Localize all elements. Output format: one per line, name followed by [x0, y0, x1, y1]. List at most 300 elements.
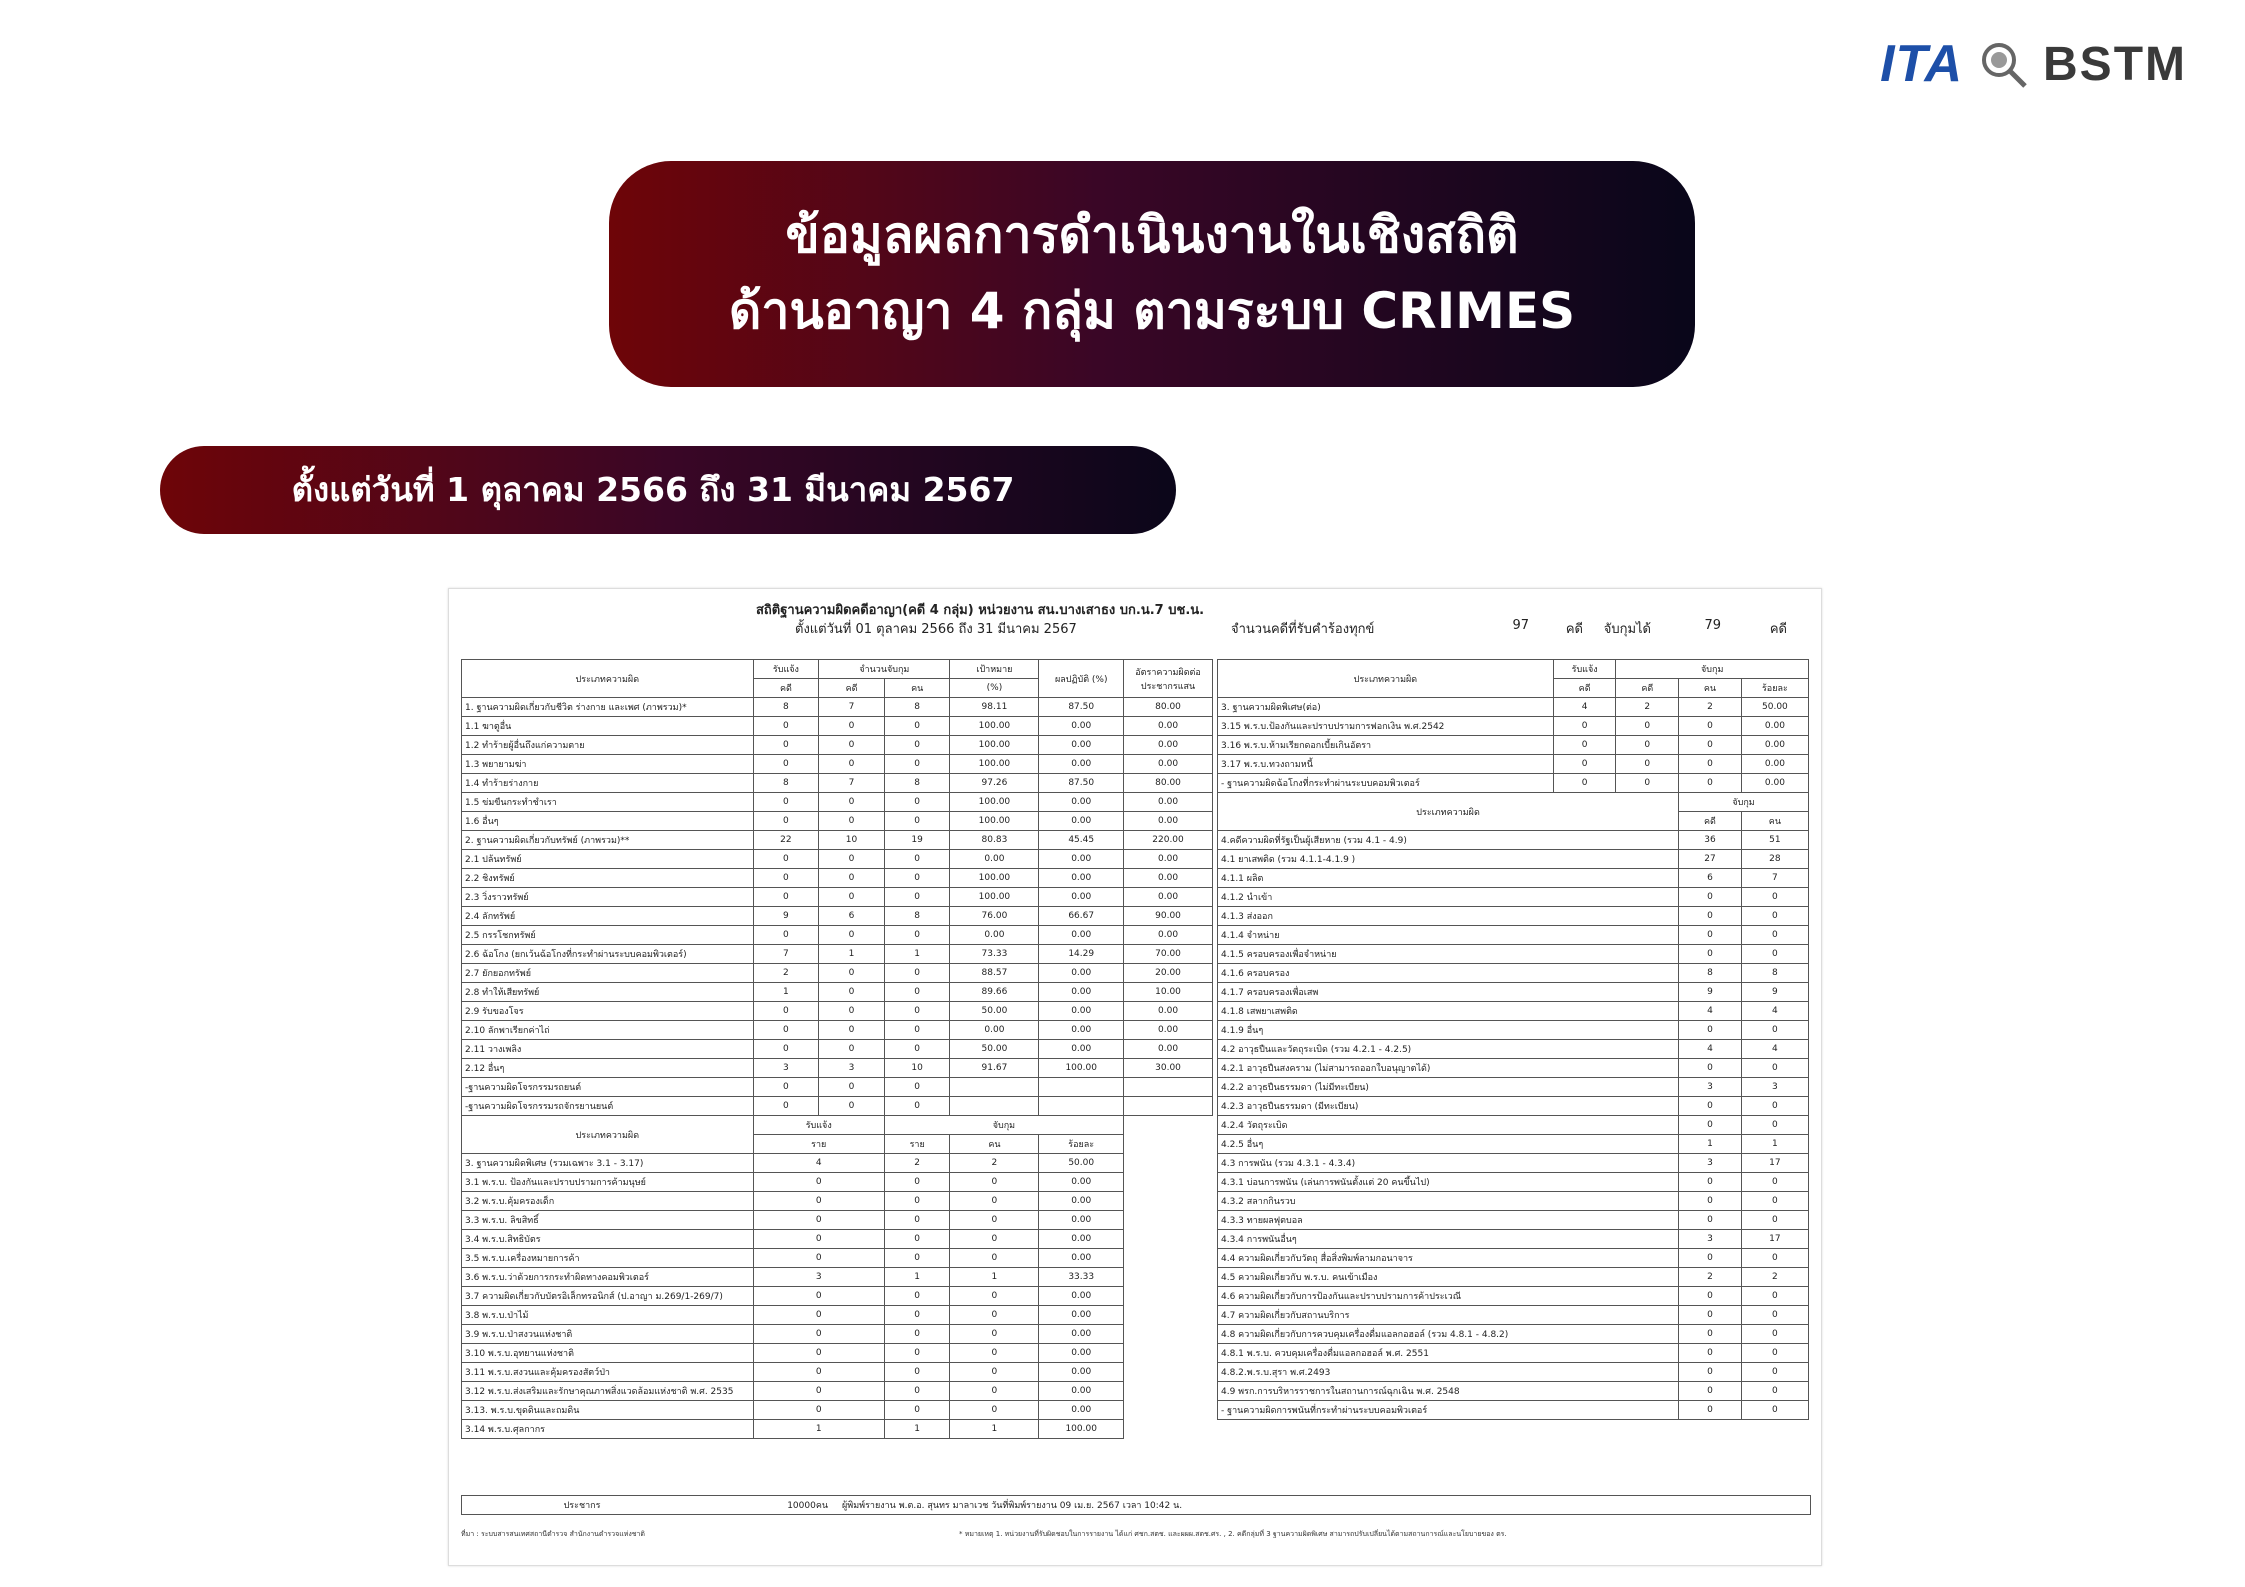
row-value: 0.00: [1124, 1002, 1213, 1021]
left-th-type: ประเภทความผิด: [462, 660, 754, 698]
row-value: 33.33: [1039, 1268, 1124, 1287]
row-value: 0.00: [1039, 1040, 1124, 1059]
row-label: 3.12 พ.ร.บ.ส่งเสริมและรักษาคุณภาพสิ่งแวดล้อมแห่งชาติ พ.ศ. 2535: [462, 1382, 754, 1401]
table-row: [1218, 1249, 1809, 1268]
row-value: 0: [1679, 1287, 1742, 1306]
table-row: [1218, 907, 1809, 926]
row-value: 7: [819, 698, 885, 717]
table-row: [1218, 1268, 1809, 1287]
row-value: 0.00: [1124, 755, 1213, 774]
row-value: 3: [1679, 1078, 1742, 1097]
table-row: [1218, 774, 1809, 793]
right2-th-case: คดี: [1679, 812, 1742, 831]
row-value: 1: [950, 1268, 1039, 1287]
row-value: 100.00: [950, 793, 1039, 812]
row-label: 4.2.4 วัตถุระเบิด: [1218, 1116, 1679, 1135]
row-value: 0: [819, 1002, 885, 1021]
row-value: 0: [884, 1249, 950, 1268]
row-value: 0: [884, 1173, 950, 1192]
row-label: 1.5 ข่มขืนกระทำชำเรา: [462, 793, 754, 812]
row-value: 0: [884, 1021, 950, 1040]
row-value: 4: [1679, 1002, 1742, 1021]
row-label: 4.8 ความผิดเกี่ยวกับการควบคุมเครื่องดื่มแอลกอฮอล์ (รวม 4.8.1 - 4.8.2): [1218, 1325, 1679, 1344]
row-value: 4: [1679, 1040, 1742, 1059]
row-value: 4: [1741, 1040, 1808, 1059]
table-row: [1218, 1059, 1809, 1078]
row-value: 3: [1679, 1154, 1742, 1173]
row-value: [950, 1078, 1039, 1097]
table-row: [1218, 1135, 1809, 1154]
row-value: 0: [1741, 907, 1808, 926]
source-note: ที่มา : ระบบสารสนเทศสถานีตำรวจ สำนักงานตำรวจแห่งชาติ: [461, 1530, 645, 1538]
row-value: 0: [884, 1344, 950, 1363]
row-value: 0: [884, 1382, 950, 1401]
row-label: 4.1.7 ครอบครองเพื่อเสพ: [1218, 983, 1679, 1002]
row-value: 28: [1741, 850, 1808, 869]
row-value: 10: [884, 1059, 950, 1078]
row-value: 100.00: [950, 717, 1039, 736]
row-value: 8: [753, 774, 819, 793]
right-th-person: คน: [1679, 679, 1742, 698]
row-label: 2.5 กรรโชกทรัพย์: [462, 926, 754, 945]
left-table-body-3: [462, 1154, 1213, 1439]
row-value: 0: [1679, 755, 1742, 774]
row-value: 0: [1741, 945, 1808, 964]
row-value: [1124, 1078, 1213, 1097]
row-value: 17: [1741, 1230, 1808, 1249]
table-row: [462, 1401, 1213, 1420]
row-label: 2.12 อื่นๆ: [462, 1059, 754, 1078]
row-value: 0: [1679, 1249, 1742, 1268]
left-table-body: [462, 698, 1213, 1116]
row-value: 3: [753, 1059, 819, 1078]
row-value: 0.00: [1039, 1306, 1124, 1325]
row-value: 36: [1679, 831, 1742, 850]
row-label: 4.1.2 นำเข้า: [1218, 888, 1679, 907]
row-value: 3: [753, 1268, 884, 1287]
row-value: 88.57: [950, 964, 1039, 983]
row-value: 0.00: [1124, 926, 1213, 945]
row-value: 100.00: [950, 869, 1039, 888]
row-value: 0: [753, 1363, 884, 1382]
row-value: 0: [819, 888, 885, 907]
row-value: 6: [819, 907, 885, 926]
row-value: 0: [1553, 736, 1616, 755]
left2-th-item: ราย: [753, 1135, 884, 1154]
row-value: 220.00: [1124, 831, 1213, 850]
row-value: 17: [1741, 1154, 1808, 1173]
row-value: 100.00: [950, 736, 1039, 755]
row-value: 0.00: [1741, 736, 1808, 755]
footer-row: [461, 1495, 1811, 1515]
row-value: 0: [1679, 1306, 1742, 1325]
row-value: 0: [753, 736, 819, 755]
row-value: [950, 1097, 1039, 1116]
header-logos: [1880, 34, 2187, 94]
row-value: 8: [884, 698, 950, 717]
row-label: 3.16 พ.ร.บ.ห้ามเรียกดอกเบี้ยเกินอัตรา: [1218, 736, 1554, 755]
bstm-logo: BSTM: [2043, 37, 2187, 91]
row-value: 0: [1679, 1401, 1742, 1420]
row-value: 0: [884, 869, 950, 888]
row-value: 0: [753, 1002, 819, 1021]
row-value: 0.00: [1039, 1344, 1124, 1363]
row-label: -ฐานความผิดโจรกรรมรถจักรยานยนต์: [462, 1097, 754, 1116]
row-value: 0.00: [1039, 717, 1124, 736]
row-value: 0.00: [1039, 736, 1124, 755]
row-value: 4: [1741, 1002, 1808, 1021]
row-value: 0: [753, 1192, 884, 1211]
table-row: [462, 1078, 1213, 1097]
row-value: 87.50: [1039, 774, 1124, 793]
table-row: [1218, 1306, 1809, 1325]
summary-unit-1: คดี: [1565, 622, 1583, 637]
table-row: [462, 698, 1213, 717]
row-value: 0: [753, 1173, 884, 1192]
table-row: [1218, 736, 1809, 755]
row-value: 2: [1741, 1268, 1808, 1287]
row-value: 0: [950, 1230, 1039, 1249]
row-label: 3.10 พ.ร.บ.อุทยานแห่งชาติ: [462, 1344, 754, 1363]
row-label: 1.3 พยายามฆ่า: [462, 755, 754, 774]
row-value: 50.00: [1039, 1154, 1124, 1173]
row-label: 3. ฐานความผิดพิเศษ (รวมเฉพาะ 3.1 - 3.17): [462, 1154, 754, 1173]
row-value: 0: [884, 1306, 950, 1325]
row-label: 4.2.1 อาวุธปืนสงคราม (ไม่สามารถออกใบอนุญาตได้): [1218, 1059, 1679, 1078]
row-value: 0: [950, 1287, 1039, 1306]
row-value: 0: [884, 1002, 950, 1021]
row-value: 0.00: [1039, 1401, 1124, 1420]
row-label: 2.2 ชิงทรัพย์: [462, 869, 754, 888]
row-value: 10: [819, 831, 885, 850]
row-value: 0.00: [1039, 869, 1124, 888]
row-value: 0: [884, 1192, 950, 1211]
row-label: 2.4 ลักทรัพย์: [462, 907, 754, 926]
row-label: 3.8 พ.ร.บ.ป่าไม้: [462, 1306, 754, 1325]
row-value: 8: [884, 907, 950, 926]
row-value: 0: [753, 869, 819, 888]
row-value: 0: [884, 1211, 950, 1230]
row-value: 0: [1679, 907, 1742, 926]
table-row: [462, 1344, 1213, 1363]
row-value: 0: [1679, 1382, 1742, 1401]
row-value: 9: [1741, 983, 1808, 1002]
row-value: 1: [950, 1420, 1039, 1439]
row-value: 51: [1741, 831, 1808, 850]
table-row: [1218, 1344, 1809, 1363]
left-th-result: ผลปฏิบัติ (%): [1039, 660, 1124, 698]
right2-th-person: คน: [1741, 812, 1808, 831]
row-label: 3. ฐานความผิดพิเศษ(ต่อ): [1218, 698, 1554, 717]
row-value: 91.67: [950, 1059, 1039, 1078]
row-label: 4.3.1 บ่อนการพนัน (เล่นการพนันตั้งแต่ 20 คนขึ้นไป): [1218, 1173, 1679, 1192]
row-value: 0.00: [1039, 1192, 1124, 1211]
row-value: 0: [1741, 1287, 1808, 1306]
table-row: [1218, 755, 1809, 774]
row-value: 1: [884, 945, 950, 964]
row-value: 0: [1741, 888, 1808, 907]
row-value: 0: [753, 850, 819, 869]
row-value: 2: [1616, 698, 1679, 717]
table-row: [1218, 1021, 1809, 1040]
table-row: [1218, 1097, 1809, 1116]
row-value: 0: [884, 926, 950, 945]
left-th-rate: อัตราความผิดต่อประชากรแสน: [1124, 660, 1213, 698]
row-value: 0: [950, 1382, 1039, 1401]
row-value: 0: [1741, 1344, 1808, 1363]
date-range-banner: ตั้งแต่วันที่ 1 ตุลาคม 2566 ถึง 31 มีนาคม 2567: [160, 446, 1176, 534]
row-value: 0: [819, 812, 885, 831]
row-value: 100.00: [1039, 1059, 1124, 1078]
row-label: 4.3 การพนัน (รวม 4.3.1 - 4.3.4): [1218, 1154, 1679, 1173]
table-row: [462, 869, 1213, 888]
row-value: 66.67: [1039, 907, 1124, 926]
table-row: [1218, 1078, 1809, 1097]
row-label: 3.6 พ.ร.บ.ว่าด้วยการกระทำผิดทางคอมพิวเตอร์: [462, 1268, 754, 1287]
left-th-case2: คดี: [819, 679, 885, 698]
row-value: 0: [1679, 717, 1742, 736]
row-label: 4.1.8 เสพยาเสพติด: [1218, 1002, 1679, 1021]
row-value: 0: [753, 1021, 819, 1040]
table-row: [462, 1230, 1213, 1249]
row-value: 0: [753, 1325, 884, 1344]
row-label: 3.17 พ.ร.บ.ทวงถามหนี้: [1218, 755, 1554, 774]
table-row: [1218, 1287, 1809, 1306]
row-value: 0: [950, 1249, 1039, 1268]
table-row: [1218, 964, 1809, 983]
row-value: 2: [884, 1154, 950, 1173]
table-row: [462, 1211, 1213, 1230]
row-value: 0: [950, 1211, 1039, 1230]
row-value: 0: [1679, 1363, 1742, 1382]
row-value: 0.00: [1039, 926, 1124, 945]
row-value: 0.00: [1741, 774, 1808, 793]
left2-th-received: รับแจ้ง: [753, 1116, 884, 1135]
row-value: [1039, 1097, 1124, 1116]
row-label: 3.11 พ.ร.บ.สงวนและคุ้มครองสัตว์ป่า: [462, 1363, 754, 1382]
row-label: 2.1 ปล้นทรัพย์: [462, 850, 754, 869]
row-value: 0: [1553, 755, 1616, 774]
row-value: 0: [1616, 774, 1679, 793]
left-th-person: คน: [884, 679, 950, 698]
row-value: 0.00: [1124, 793, 1213, 812]
row-value: 0.00: [950, 926, 1039, 945]
right-table-body: [1218, 698, 1809, 793]
row-label: 4.3.3 ทายผลฟุตบอล: [1218, 1211, 1679, 1230]
row-label: 4.2 อาวุธปืนและวัตถุระเบิด (รวม 4.2.1 - 4.2.5): [1218, 1040, 1679, 1059]
row-value: 0: [1741, 1059, 1808, 1078]
row-value: 0: [950, 1325, 1039, 1344]
row-value: 0: [1679, 1097, 1742, 1116]
row-value: 9: [753, 907, 819, 926]
row-value: 9: [1679, 983, 1742, 1002]
row-value: 10.00: [1124, 983, 1213, 1002]
row-value: 0: [884, 1325, 950, 1344]
main-title: [609, 161, 1695, 387]
row-value: 0: [1741, 1211, 1808, 1230]
row-value: 0: [819, 1078, 885, 1097]
table-row: [462, 812, 1213, 831]
table-row: [1218, 1382, 1809, 1401]
row-value: 7: [1741, 869, 1808, 888]
table-row: [462, 1287, 1213, 1306]
row-value: 0: [1679, 774, 1742, 793]
left-table-body-2: [462, 1116, 1213, 1154]
row-label: 4.7 ความผิดเกี่ยวกับสถานบริการ: [1218, 1306, 1679, 1325]
right-table-body-2: [1218, 831, 1809, 1420]
row-value: 1: [1679, 1135, 1742, 1154]
row-label: 3.13. พ.ร.บ.ขุดดินและถมดิน: [462, 1401, 754, 1420]
row-value: 3: [1679, 1230, 1742, 1249]
left-th-pct: (%): [950, 679, 1039, 698]
table-row: [462, 1059, 1213, 1078]
row-value: 20.00: [1124, 964, 1213, 983]
row-value: 0: [1679, 736, 1742, 755]
row-label: 4.คดีความผิดที่รัฐเป็นผู้เสียหาย (รวม 4.1 - 4.9): [1218, 831, 1679, 850]
row-value: 0: [1553, 717, 1616, 736]
row-value: 50.00: [950, 1040, 1039, 1059]
row-value: 0: [753, 1078, 819, 1097]
row-label: 4.1.3 ส่งออก: [1218, 907, 1679, 926]
row-value: 1: [884, 1420, 950, 1439]
table-row: [462, 1002, 1213, 1021]
row-label: -ฐานความผิดโจรกรรมรถยนต์: [462, 1078, 754, 1097]
row-value: 0.00: [950, 1021, 1039, 1040]
table-row: [1218, 831, 1809, 850]
row-value: 0: [1741, 1192, 1808, 1211]
row-value: 0: [884, 736, 950, 755]
row-label: 3.5 พ.ร.บ.เครื่องหมายการค้า: [462, 1249, 754, 1268]
table-row: [462, 774, 1213, 793]
row-value: 98.11: [950, 698, 1039, 717]
row-value: 0: [819, 983, 885, 1002]
table-row: [462, 831, 1213, 850]
row-value: 4: [1553, 698, 1616, 717]
table-row: [1218, 850, 1809, 869]
row-label: 2.6 ฉ้อโกง (ยกเว้นฉ้อโกงที่กระทำผ่านระบบคอมพิวเตอร์): [462, 945, 754, 964]
row-value: 0.00: [1039, 850, 1124, 869]
row-value: 0.00: [1039, 755, 1124, 774]
row-label: 3.3 พ.ร.บ. ลิขสิทธิ์: [462, 1211, 754, 1230]
row-value: 0.00: [1741, 755, 1808, 774]
row-value: 0: [819, 1040, 885, 1059]
row-label: 1. ฐานความผิดเกี่ยวกับชีวิต ร่างกาย และเพศ (ภาพรวม)*: [462, 698, 754, 717]
row-label: 4.1.4 จำหน่าย: [1218, 926, 1679, 945]
title-line-2: ด้านอาญา 4 กลุ่ม ตามระบบ CRIMES: [728, 282, 1576, 340]
row-value: 0.00: [1039, 1021, 1124, 1040]
row-value: 3: [1741, 1078, 1808, 1097]
row-value: 22: [753, 831, 819, 850]
table-row: [1218, 1363, 1809, 1382]
row-label: 4.4 ความผิดเกี่ยวกับวัตถุ สื่อสิ่งพิมพ์ลามกอนาจาร: [1218, 1249, 1679, 1268]
row-value: 100.00: [950, 755, 1039, 774]
row-value: 8: [1741, 964, 1808, 983]
row-value: 3: [819, 1059, 885, 1078]
row-value: 0: [884, 1287, 950, 1306]
row-value: 87.50: [1039, 698, 1124, 717]
row-value: 90.00: [1124, 907, 1213, 926]
right-th-type: ประเภทความผิด: [1218, 660, 1554, 698]
row-value: 70.00: [1124, 945, 1213, 964]
row-label: 1.4 ทำร้ายร่างกาย: [462, 774, 754, 793]
row-value: 0.00: [1039, 793, 1124, 812]
left2-th-item2: ราย: [884, 1135, 950, 1154]
right-th-arrests: จับกุม: [1616, 660, 1809, 679]
row-value: 0: [753, 926, 819, 945]
row-value: 0: [884, 717, 950, 736]
row-value: 73.33: [950, 945, 1039, 964]
table-row: [462, 1040, 1213, 1059]
row-label: 2.10 ลักพาเรียกค่าไถ่: [462, 1021, 754, 1040]
table-row: [462, 1249, 1213, 1268]
row-value: 0: [819, 755, 885, 774]
ita-logo: ITA: [1880, 35, 1964, 93]
left-th-target: เป้าหมาย: [950, 660, 1039, 679]
table-row: [462, 1306, 1213, 1325]
table-row: [462, 1363, 1213, 1382]
row-value: 0: [1679, 1116, 1742, 1135]
row-label: 4.2.3 อาวุธปืนธรรมดา (มีทะเบียน): [1218, 1097, 1679, 1116]
row-label: 4.2.5 อื่นๆ: [1218, 1135, 1679, 1154]
row-value: 0: [819, 1097, 885, 1116]
table-row: [1218, 1230, 1809, 1249]
row-value: 0: [819, 1021, 885, 1040]
table-row: [462, 1192, 1213, 1211]
right-th-received: รับแจ้ง: [1553, 660, 1616, 679]
row-value: 14.29: [1039, 945, 1124, 964]
row-label: 4.2.2 อาวุธปืนธรรมดา (ไม่มีทะเบียน): [1218, 1078, 1679, 1097]
row-value: 0: [753, 1401, 884, 1420]
table-row: [1218, 869, 1809, 888]
row-label: 4.1.6 ครอบครอง: [1218, 964, 1679, 983]
row-label: - ฐานความผิดฉ้อโกงที่กระทำผ่านระบบคอมพิวเตอร์: [1218, 774, 1554, 793]
row-value: 0.00: [1039, 812, 1124, 831]
row-label: 3.2 พ.ร.บ.คุ้มครองเด็ก: [462, 1192, 754, 1211]
row-value: 0: [1616, 755, 1679, 774]
row-value: 2: [950, 1154, 1039, 1173]
row-value: 0: [884, 1401, 950, 1420]
table-row: [462, 1173, 1213, 1192]
row-value: 0: [884, 1078, 950, 1097]
row-value: 0: [1741, 1116, 1808, 1135]
row-value: 0.00: [1124, 850, 1213, 869]
row-value: 0.00: [1039, 1211, 1124, 1230]
row-value: 0: [1679, 1192, 1742, 1211]
table-row: [462, 736, 1213, 755]
population-label: ประชากร: [563, 1501, 601, 1511]
row-value: 0.00: [950, 850, 1039, 869]
row-label: 2. ฐานความผิดเกี่ยวกับทรัพย์ (ภาพรวม)**: [462, 831, 754, 850]
row-value: 0: [819, 964, 885, 983]
row-value: 0.00: [1124, 812, 1213, 831]
row-value: 0: [950, 1192, 1039, 1211]
row-value: 0: [884, 964, 950, 983]
row-label: 3.4 พ.ร.บ.สิทธิบัตร: [462, 1230, 754, 1249]
row-value: 0: [1741, 1401, 1808, 1420]
table-row: [462, 945, 1213, 964]
table-row: [462, 907, 1213, 926]
row-value: 1: [819, 945, 885, 964]
row-value: 0: [1679, 1344, 1742, 1363]
table-row: [462, 755, 1213, 774]
row-value: 0: [1741, 1173, 1808, 1192]
row-value: 0.00: [1124, 736, 1213, 755]
row-value: 0: [1679, 1173, 1742, 1192]
row-value: 0: [1616, 717, 1679, 736]
right-th-case2: คดี: [1616, 679, 1679, 698]
row-label: 4.1.5 ครอบครองเพื่อจำหน่าย: [1218, 945, 1679, 964]
table-row: [1218, 1154, 1809, 1173]
